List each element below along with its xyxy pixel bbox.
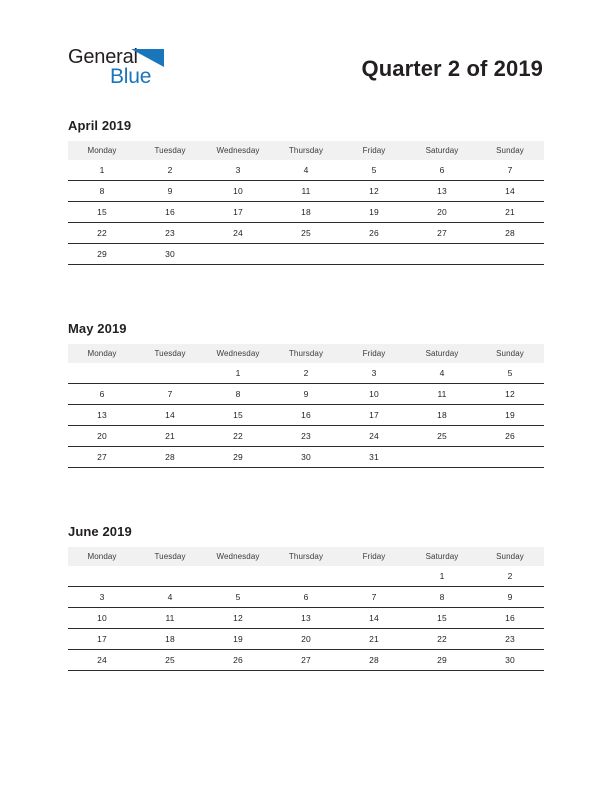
day-cell[interactable]: 25 (136, 650, 204, 671)
day-cell[interactable]: 19 (476, 405, 544, 426)
day-cell[interactable]: 18 (136, 629, 204, 650)
weekday-header-saturday: Saturday (408, 345, 476, 363)
weekday-header-saturday: Saturday (408, 142, 476, 160)
day-cell (272, 566, 340, 587)
day-cell[interactable]: 28 (136, 447, 204, 468)
day-cell[interactable]: 27 (408, 223, 476, 244)
week-row (68, 181, 544, 202)
day-cell[interactable]: 29 (68, 244, 136, 265)
day-cell[interactable]: 22 (408, 629, 476, 650)
day-cell[interactable]: 3 (340, 363, 408, 384)
week-row (68, 363, 544, 384)
month-block-april (68, 118, 544, 265)
weekday-header-tuesday: Tuesday (136, 548, 204, 566)
week-row (68, 447, 544, 468)
day-cell[interactable]: 29 (204, 447, 272, 468)
day-cell[interactable]: 5 (204, 587, 272, 608)
day-cell[interactable]: 15 (408, 608, 476, 629)
day-cell (340, 566, 408, 587)
month-block-june (68, 524, 544, 671)
day-cell[interactable]: 7 (136, 384, 204, 405)
weekday-header-thursday: Thursday (272, 142, 340, 160)
weekday-header-friday: Friday (340, 345, 408, 363)
brand-logo[interactable] (68, 46, 238, 92)
day-cell[interactable]: 12 (204, 608, 272, 629)
day-cell[interactable]: 8 (204, 384, 272, 405)
day-cell[interactable]: 20 (408, 202, 476, 223)
day-cell[interactable]: 15 (68, 202, 136, 223)
week-row (68, 566, 544, 587)
day-cell[interactable]: 4 (136, 587, 204, 608)
day-cell[interactable]: 10 (340, 384, 408, 405)
weekday-header-saturday: Saturday (408, 548, 476, 566)
day-cell[interactable]: 21 (476, 202, 544, 223)
day-cell[interactable]: 2 (476, 566, 544, 587)
day-cell[interactable]: 24 (340, 426, 408, 447)
day-cell[interactable]: 8 (408, 587, 476, 608)
day-cell[interactable]: 30 (136, 244, 204, 265)
month-block-may (68, 321, 544, 468)
day-cell[interactable]: 3 (204, 160, 272, 181)
month-title: June 2019 (68, 524, 132, 539)
day-cell[interactable]: 1 (204, 363, 272, 384)
weekday-header-thursday: Thursday (272, 548, 340, 566)
day-cell[interactable]: 27 (68, 447, 136, 468)
calendar-table-april (68, 141, 544, 265)
week-row (68, 223, 544, 244)
weekday-header-row (68, 142, 544, 160)
day-cell (476, 244, 544, 265)
day-cell[interactable]: 27 (272, 650, 340, 671)
day-cell[interactable]: 18 (408, 405, 476, 426)
calendar-body (68, 363, 544, 468)
day-cell[interactable]: 21 (136, 426, 204, 447)
day-cell[interactable]: 21 (340, 629, 408, 650)
day-cell (204, 566, 272, 587)
week-row (68, 384, 544, 405)
calendar-table-may (68, 344, 544, 468)
weekday-header-friday: Friday (340, 142, 408, 160)
day-cell[interactable]: 30 (272, 447, 340, 468)
day-cell[interactable]: 20 (272, 629, 340, 650)
day-cell[interactable]: 26 (476, 426, 544, 447)
day-cell[interactable]: 14 (340, 608, 408, 629)
page-header (0, 0, 612, 110)
week-row (68, 160, 544, 181)
month-title: April 2019 (68, 118, 132, 133)
page-title: Quarter 2 of 2019 (361, 56, 543, 81)
day-cell[interactable]: 25 (408, 426, 476, 447)
day-cell[interactable]: 31 (340, 447, 408, 468)
day-cell (204, 244, 272, 265)
week-row (68, 587, 544, 608)
weekday-header-monday: Monday (68, 548, 136, 566)
day-cell[interactable]: 19 (340, 202, 408, 223)
day-cell[interactable]: 2 (136, 160, 204, 181)
day-cell[interactable]: 23 (476, 629, 544, 650)
day-cell[interactable]: 5 (340, 160, 408, 181)
week-row (68, 629, 544, 650)
day-cell[interactable]: 8 (68, 181, 136, 202)
day-cell (340, 244, 408, 265)
day-cell[interactable]: 6 (408, 160, 476, 181)
day-cell (476, 447, 544, 468)
weekday-header-friday: Friday (340, 548, 408, 566)
day-cell (136, 363, 204, 384)
weekday-header-monday: Monday (68, 345, 136, 363)
day-cell[interactable]: 13 (68, 405, 136, 426)
day-cell[interactable]: 25 (272, 223, 340, 244)
day-cell[interactable]: 29 (408, 650, 476, 671)
day-cell[interactable]: 9 (272, 384, 340, 405)
calendar-table-june (68, 547, 544, 671)
day-cell[interactable]: 26 (204, 650, 272, 671)
day-cell[interactable]: 19 (204, 629, 272, 650)
day-cell[interactable]: 24 (68, 650, 136, 671)
week-row (68, 426, 544, 447)
day-cell[interactable]: 17 (340, 405, 408, 426)
day-cell[interactable]: 9 (136, 181, 204, 202)
day-cell (272, 244, 340, 265)
weekday-header-tuesday: Tuesday (136, 142, 204, 160)
day-cell[interactable]: 16 (272, 405, 340, 426)
day-cell[interactable]: 13 (408, 181, 476, 202)
calendar-body (68, 160, 544, 265)
day-cell[interactable]: 12 (340, 181, 408, 202)
day-cell[interactable]: 7 (340, 587, 408, 608)
week-row (68, 202, 544, 223)
day-cell[interactable]: 3 (68, 587, 136, 608)
week-row (68, 650, 544, 671)
day-cell[interactable]: 30 (476, 650, 544, 671)
weekday-header-wednesday: Wednesday (204, 548, 272, 566)
brand-name-blue: Blue (110, 65, 152, 88)
day-cell[interactable]: 11 (136, 608, 204, 629)
day-cell[interactable]: 22 (68, 223, 136, 244)
day-cell (136, 566, 204, 587)
day-cell[interactable]: 11 (272, 181, 340, 202)
day-cell[interactable]: 10 (68, 608, 136, 629)
week-row (68, 608, 544, 629)
week-row (68, 244, 544, 265)
day-cell[interactable]: 14 (136, 405, 204, 426)
weekday-header-wednesday: Wednesday (204, 345, 272, 363)
day-cell[interactable]: 16 (476, 608, 544, 629)
day-cell[interactable]: 5 (476, 363, 544, 384)
day-cell[interactable]: 13 (272, 608, 340, 629)
day-cell[interactable]: 20 (68, 426, 136, 447)
day-cell[interactable]: 28 (340, 650, 408, 671)
day-cell[interactable]: 7 (476, 160, 544, 181)
day-cell[interactable]: 12 (476, 384, 544, 405)
day-cell[interactable]: 2 (272, 363, 340, 384)
weekday-header-row (68, 345, 544, 363)
week-row (68, 405, 544, 426)
day-cell[interactable]: 26 (340, 223, 408, 244)
month-title: May 2019 (68, 321, 127, 336)
day-cell[interactable]: 17 (68, 629, 136, 650)
calendar-body (68, 566, 544, 671)
day-cell[interactable]: 6 (272, 587, 340, 608)
day-cell[interactable]: 23 (272, 426, 340, 447)
day-cell[interactable]: 18 (272, 202, 340, 223)
brand-name-general: General (68, 46, 138, 68)
day-cell[interactable]: 1 (408, 566, 476, 587)
day-cell[interactable]: 1 (68, 160, 136, 181)
day-cell[interactable]: 24 (204, 223, 272, 244)
day-cell (408, 244, 476, 265)
day-cell[interactable]: 6 (68, 384, 136, 405)
day-cell[interactable]: 23 (136, 223, 204, 244)
weekday-header-sunday: Sunday (476, 142, 544, 160)
day-cell[interactable]: 11 (408, 384, 476, 405)
weekday-header-row (68, 548, 544, 566)
day-cell[interactable]: 9 (476, 587, 544, 608)
weekday-header-thursday: Thursday (272, 345, 340, 363)
day-cell[interactable]: 15 (204, 405, 272, 426)
weekday-header-sunday: Sunday (476, 345, 544, 363)
day-cell[interactable]: 17 (204, 202, 272, 223)
weekday-header-tuesday: Tuesday (136, 345, 204, 363)
weekday-header-sunday: Sunday (476, 548, 544, 566)
day-cell[interactable]: 4 (272, 160, 340, 181)
day-cell[interactable]: 22 (204, 426, 272, 447)
day-cell[interactable]: 10 (204, 181, 272, 202)
day-cell (68, 363, 136, 384)
day-cell (68, 566, 136, 587)
day-cell[interactable]: 16 (136, 202, 204, 223)
weekday-header-monday: Monday (68, 142, 136, 160)
weekday-header-wednesday: Wednesday (204, 142, 272, 160)
day-cell (408, 447, 476, 468)
day-cell[interactable]: 28 (476, 223, 544, 244)
day-cell[interactable]: 4 (408, 363, 476, 384)
day-cell[interactable]: 14 (476, 181, 544, 202)
